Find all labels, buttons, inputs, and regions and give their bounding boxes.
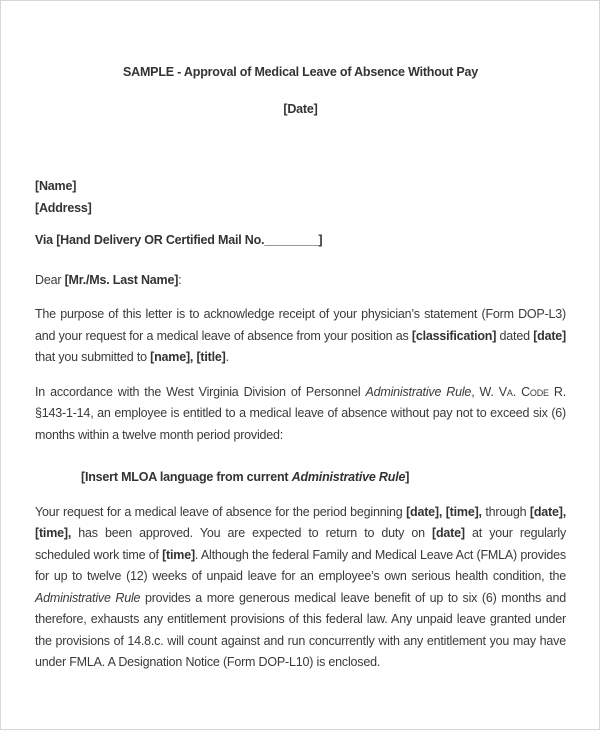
text-run: [Mr./Ms. Last Name] — [64, 272, 179, 287]
text-run: : — [178, 272, 182, 287]
date-placeholder — [35, 99, 566, 121]
text-run: In accordance with the West Virginia Division of Personnel — [35, 384, 366, 399]
text-run: , W. — [471, 384, 499, 399]
text-run: The purpose of this letter is to acknowledge receipt of your physician’s statement (Form DOP-L3) and your request for a medical leave of absence from your position as — [35, 307, 566, 343]
text-run: [Insert MLOA language from current — [81, 470, 292, 484]
recipient-address — [35, 198, 566, 220]
text-run: Via [Hand Delivery OR Certified Mail No.________] — [35, 233, 323, 247]
text-run: [Date] — [283, 101, 318, 116]
text-run: [name], [title] — [150, 350, 226, 364]
text-run: [time], — [445, 504, 482, 519]
letter-title — [35, 62, 566, 84]
text-run: . — [225, 350, 229, 364]
text-run: provides a more generous medical leave benefit of up to six (6) months and therefore, exhausts any entitlement provisions of this federal law. Any unpaid leave granted under the provisions of 14.8.c. will count against and run concurrently with any entitlement you may have under FMLA. A Designation Notice (Form DOP-L10) is enclosed. — [35, 590, 566, 669]
text-run: dated — [496, 328, 534, 343]
recipient-name — [35, 176, 566, 198]
mloa-insert-placeholder — [35, 467, 566, 489]
paragraph-purpose — [35, 304, 566, 369]
salutation — [35, 270, 566, 292]
text-run: [date] — [533, 328, 567, 343]
text-run: [time] — [162, 547, 195, 562]
text-run: ] — [405, 470, 410, 484]
text-run: Administrative Rule — [291, 470, 406, 484]
text-run: [date], — [529, 504, 566, 519]
text-run: [date], — [406, 504, 443, 519]
delivery-method-line — [35, 230, 566, 252]
text-run: [classification] — [411, 328, 497, 343]
text-run: through — [481, 504, 530, 519]
text-run: Administrative Rule — [365, 384, 472, 399]
paragraph-administrative-rule — [35, 382, 566, 447]
text-run: Administrative Rule — [35, 590, 141, 605]
text-run: [Name] — [35, 179, 77, 193]
text-run: [time], — [35, 526, 72, 540]
text-run: [Address] — [35, 200, 92, 215]
text-run: that you submitted to — [35, 350, 151, 364]
text-run: at your regularly scheduled work time of — [35, 526, 567, 562]
paragraph-approval-details — [35, 502, 566, 674]
text-run: §143-1-14, an employee is entitled to a medical leave of absence without pay not to exceed six (6) months within a twelve month period provided: — [35, 406, 566, 442]
text-run: [date] — [432, 526, 465, 540]
text-run: SAMPLE - Approval of Medical Leave of Absence Without Pay — [123, 65, 478, 79]
text-run: . Although the federal Family and Medical Leave Act (FMLA) provides for up to twelve (12) weeks of unpaid leave for an employee’s own serious health condition, the — [35, 547, 566, 583]
text-run: Va. Code R. — [498, 384, 566, 399]
text-run: has been approved. You are expected to return to duty on — [71, 526, 433, 540]
text-run: Dear — [35, 272, 65, 287]
text-run: Your request for a medical leave of absence for the period beginning — [35, 504, 407, 519]
